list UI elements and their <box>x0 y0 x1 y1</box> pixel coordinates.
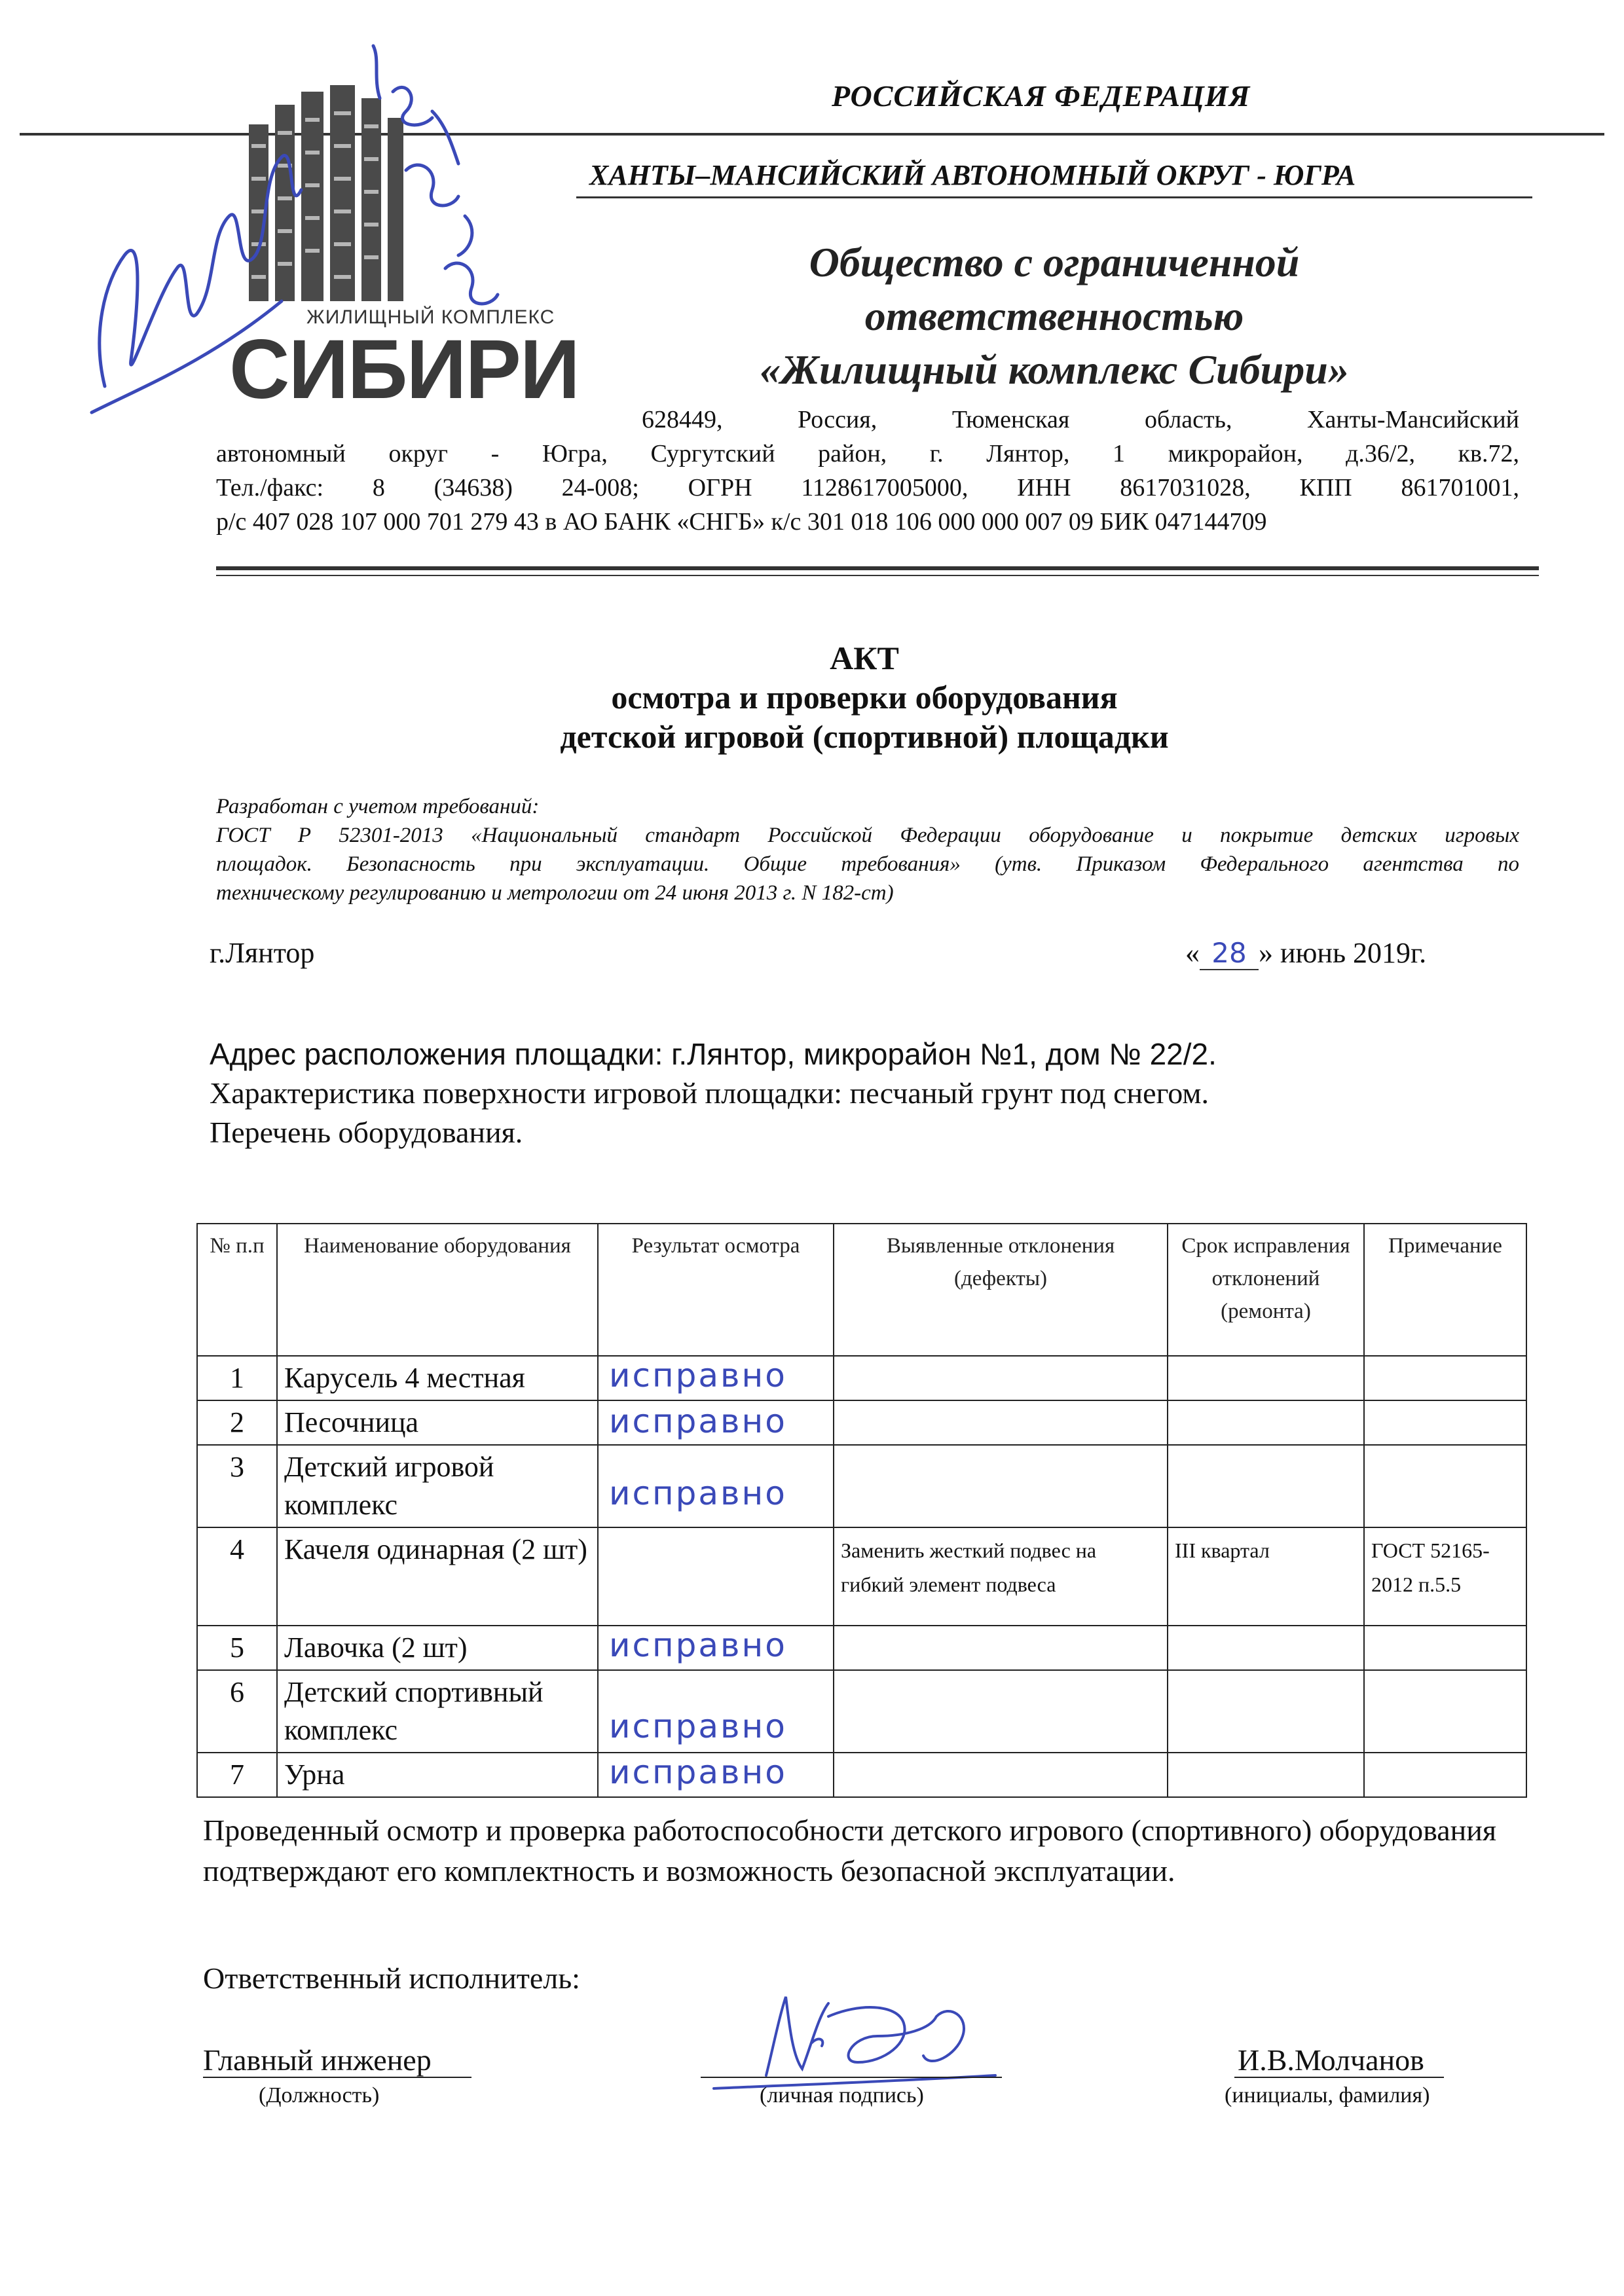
org-details-line-4: р/с 407 028 107 000 701 279 43 в АО БАНК «СНГБ» к/с 301 018 106 000 000 007 09 БИК 047144709 <box>216 508 1267 536</box>
row-result-cell <box>598 1527 834 1626</box>
row-defects: Заменить жесткий подвес на гибкий элемент подвеса <box>834 1527 1168 1626</box>
table-row <box>197 1445 1526 1527</box>
row-note <box>1364 1400 1526 1445</box>
document-date <box>1185 936 1426 970</box>
logo-word: СИБИРИ <box>229 323 579 416</box>
row-name: Детский игровой комплекс <box>277 1445 598 1527</box>
site-surface: Характеристика поверхности игровой площадки: песчаный грунт под снегом. <box>210 1076 1209 1110</box>
row-num: 3 <box>197 1445 277 1527</box>
region-underline <box>576 196 1532 198</box>
header-defects: Выявленные отклонения (дефекты) <box>834 1224 1168 1356</box>
document-place: г.Лянтор <box>210 937 315 969</box>
row-deadline <box>1168 1626 1364 1670</box>
organization-name <box>655 236 1454 397</box>
name-underline <box>1234 2077 1444 2078</box>
row-result-cell <box>598 1356 834 1400</box>
gost-note <box>216 792 1519 907</box>
org-details-line-1: 628449, Россия, Тюменская область, Ханты-Мансийский <box>642 406 1519 433</box>
row-result-cell <box>598 1626 834 1670</box>
position-caption: (Должность) <box>259 2083 380 2107</box>
row-defects <box>834 1753 1168 1797</box>
row-result-cell <box>598 1670 834 1753</box>
row-result-cell <box>598 1445 834 1527</box>
row-result-cell <box>598 1400 834 1445</box>
row-defects <box>834 1626 1168 1670</box>
signer-position: Главный инженер <box>203 2043 432 2077</box>
signer-name: И.В.Молчанов <box>1238 2043 1424 2077</box>
row-num: 5 <box>197 1626 277 1670</box>
table-row <box>197 1400 1526 1445</box>
org-name-line-2: ответственностью <box>864 293 1244 339</box>
signature-caption: (личная подпись) <box>760 2083 924 2107</box>
title-line-1: АКТ <box>830 640 899 676</box>
row-note <box>1364 1626 1526 1670</box>
row-result-handwritten: исправно <box>609 1753 787 1791</box>
gost-note-line-4: техническому регулированию и метрологии от 24 июня 2013 г. N 182-ст) <box>216 881 894 905</box>
row-name: Лавочка (2 шт) <box>277 1626 598 1670</box>
title-line-3: детской игровой (спортивной) площадки <box>560 718 1169 755</box>
row-num: 1 <box>197 1356 277 1400</box>
table-header-row <box>197 1224 1526 1356</box>
row-note <box>1364 1670 1526 1753</box>
signature-line <box>701 2077 1002 2078</box>
row-num: 7 <box>197 1753 277 1797</box>
row-num: 2 <box>197 1400 277 1445</box>
row-result-handwritten: исправно <box>609 1707 787 1745</box>
row-name: Детский спортивный комплекс <box>277 1670 598 1753</box>
row-note: ГОСТ 52165-2012 п.5.5 <box>1364 1527 1526 1626</box>
org-name-line-1: Общество с ограниченной <box>809 239 1300 285</box>
row-defects <box>834 1445 1168 1527</box>
row-name: Песочница <box>277 1400 598 1445</box>
site-address: Адрес расположения площадки: г.Лянтор, микрорайон №1, дом № 22/2. <box>210 1037 1217 1071</box>
row-deadline <box>1168 1670 1364 1753</box>
header-result: Результат осмотра <box>598 1224 834 1356</box>
table-row <box>197 1670 1526 1753</box>
date-rest: » июнь 2019г. <box>1259 937 1427 969</box>
document-title <box>327 638 1401 756</box>
org-details-line-2: автономный округ - Югра, Сургутский район, г. Лянтор, 1 микрорайон, д.36/2, кв.72, <box>216 440 1519 467</box>
row-name: Карусель 4 местная <box>277 1356 598 1400</box>
table-row <box>197 1356 1526 1400</box>
row-result-handwritten: исправно <box>609 1357 787 1394</box>
header-name: Наименование оборудования <box>277 1224 598 1356</box>
organization-details <box>216 403 1519 539</box>
org-name-line-3: «Жилищный комплекс Сибири» <box>760 346 1349 393</box>
date-day-handwritten: 28 <box>1200 937 1259 970</box>
row-deadline <box>1168 1356 1364 1400</box>
site-info <box>210 1034 1486 1152</box>
date-open-quote: « <box>1185 937 1200 969</box>
row-defects <box>834 1356 1168 1400</box>
row-deadline: III квартал <box>1168 1527 1364 1626</box>
details-divider-thin <box>216 575 1539 576</box>
row-name: Урна <box>277 1753 598 1797</box>
row-name: Качеля одинарная (2 шт) <box>277 1527 598 1626</box>
table-row <box>197 1626 1526 1670</box>
responsible-label: Ответственный исполнитель: <box>203 1961 580 1995</box>
row-result-handwritten: исправно <box>609 1626 787 1664</box>
row-result-cell <box>598 1753 834 1797</box>
row-num: 4 <box>197 1527 277 1626</box>
header-note: Примечание <box>1364 1224 1526 1356</box>
row-num: 6 <box>197 1670 277 1753</box>
position-underline <box>203 2077 471 2078</box>
details-divider-thick <box>216 566 1539 570</box>
table-row <box>197 1527 1526 1626</box>
gost-note-line-1: Разработан с учетом требований: <box>216 795 540 818</box>
row-defects <box>834 1670 1168 1753</box>
conclusion-text: Проведенный осмотр и проверка работоспособности детского игрового (спортивного) оборудования подтверждают его комплектность и возможность безопасной эксплуатации. <box>203 1813 1497 1887</box>
header-country: РОССИЙСКАЯ ФЕДЕРАЦИЯ <box>832 79 1251 113</box>
title-line-2: осмотра и проверки оборудования <box>611 679 1118 716</box>
name-caption: (инициалы, фамилия) <box>1225 2083 1430 2107</box>
header-deadline: Срок исправления отклонений (ремонта) <box>1168 1224 1364 1356</box>
row-note <box>1364 1753 1526 1797</box>
row-deadline <box>1168 1445 1364 1527</box>
gost-note-line-3: площадок. Безопасность при эксплуатации. Общие требования» (утв. Приказом Федерального агентства по <box>216 852 1519 876</box>
row-defects <box>834 1400 1168 1445</box>
table-row <box>197 1753 1526 1797</box>
row-note <box>1364 1356 1526 1400</box>
logo-caption: ЖИЛИЩНЫЙ КОМПЛЕКС <box>306 306 555 328</box>
header-region: ХАНТЫ–МАНСИЙСКИЙ АВТОНОМНЫЙ ОКРУГ - ЮГРА <box>589 159 1356 191</box>
row-deadline <box>1168 1753 1364 1797</box>
row-note <box>1364 1445 1526 1527</box>
row-result-handwritten: исправно <box>609 1474 787 1512</box>
equipment-list-heading: Перечень оборудования. <box>210 1116 523 1149</box>
org-details-line-3: Тел./факс: 8 (34638) 24-008; ОГРН 1128617005000, ИНН 8617031028, КПП 861701001, <box>216 474 1519 501</box>
row-deadline <box>1168 1400 1364 1445</box>
header-num: № п.п <box>197 1224 277 1356</box>
equipment-table <box>196 1223 1527 1798</box>
gost-note-line-2: ГОСТ Р 52301-2013 «Национальный стандарт Российской Федерации оборудование и покрытие детских игровых <box>216 824 1519 847</box>
row-result-handwritten: исправно <box>609 1402 787 1440</box>
